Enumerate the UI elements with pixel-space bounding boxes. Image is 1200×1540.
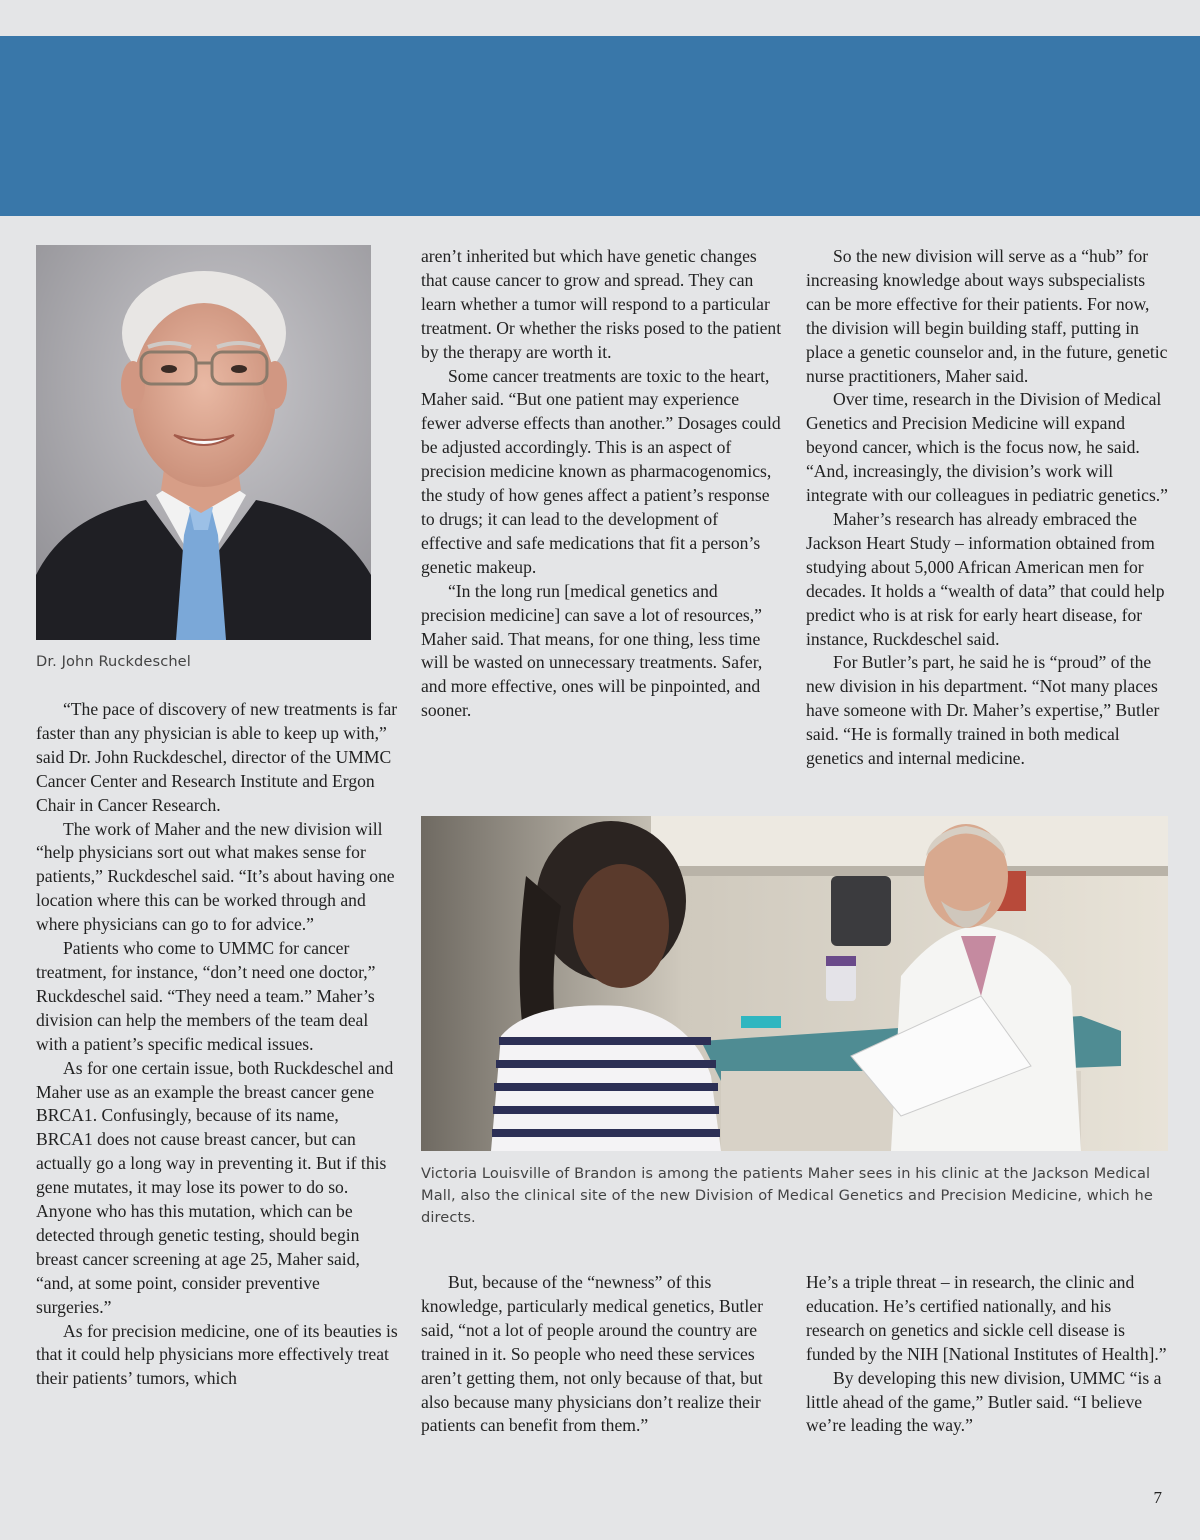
page-number: 7 xyxy=(1153,1488,1162,1507)
article-column-2-bottom xyxy=(421,1271,783,1438)
clinic-photo-caption: Victoria Louisville of Brandon is among the patients Maher sees in his clinic at the Jackson Medical Mall, also the clinical site of the new Division of Medical Genetics and Precision Medicine, which he directs. xyxy=(421,1165,1153,1226)
paragraph: Over time, research in the Division of Medical Genetics and Precision Medicine will expand beyond cancer, which is the focus now, he said. “And, increasingly, the division’s work will integrate with our colleagues in pediatric genetics.” xyxy=(806,389,1168,506)
article-column-1 xyxy=(36,698,398,1391)
paragraph: By developing this new division, UMMC “is a little ahead of the game,” Butler said. “I believe we’re leading the way.” xyxy=(806,1367,1162,1436)
article-column-3-top xyxy=(806,245,1168,771)
paragraph: Some cancer treatments are toxic to the heart, Maher said. “But one patient may experience fewer adverse effects than another.” Dosages could be adjusted accordingly. This is an aspect of precision medicine known as pharmacogenomics, the study of how genes affect a patient’s response to drugs; it can lead to the development of effective and safe medications that fit a person’s genetic makeup. xyxy=(421,365,781,577)
paragraph: Patients who come to UMMC for cancer treatment, for instance, “don’t need one doctor,” Ruckdeschel said. “They need a team.” Maher’s division can help the members of the team deal with a patient’s specific medical issues. xyxy=(36,938,376,1054)
paragraph: So the new division will serve as a “hub” for increasing knowledge about ways subspecialists can be more effective for their patients. For now, the division will begin building staff, putting in place a genetic counselor and, in the future, genetic nurse practitioners, Maher said. xyxy=(806,246,1168,386)
clinic-photo xyxy=(421,816,1168,1151)
paragraph: But, because of the “newness” of this knowledge, particularly medical genetics, Butler said, “not a lot of people around the country are trained in it. So people who need these services aren’t getting them, not only because of that, but also because many physicians don’t realize their patients can benefit from them.” xyxy=(421,1272,763,1436)
paragraph: As for one certain issue, both Ruckdeschel and Maher use as an example the breast cancer gene BRCA1. Confusingly, because of its name, BRCA1 does not cause breast cancer, but can actually go a long way in preventing it. But if this gene mutates, it may lose its power to do so. Anyone who has this mutation, which can be detected through genetic testing, should begin breast cancer screening at age 25, Maher said, “and, at some point, consider preventive surgeries.” xyxy=(36,1057,394,1317)
paragraph: For Butler’s part, he said he is “proud” of the new division in his department. “Not many places have someone with Dr. Maher’s expertise,” Butler said. “He is formally trained in both medical genetics and internal medicine. xyxy=(806,652,1160,769)
header-banner xyxy=(0,36,1200,216)
paragraph: As for precision medicine, one of its beauties is that it could help physicians more effectively treat their patients’ tumors, which xyxy=(36,1320,398,1389)
article-column-3-bottom xyxy=(806,1271,1168,1438)
paragraph: He’s a triple threat – in research, the clinic and education. He’s certified nationally, and his research on genetics and sickle cell disease is funded by the NIH [National Institutes of Health].” xyxy=(806,1272,1167,1364)
paragraph: “In the long run [medical genetics and precision medicine] can save a lot of resources,” Maher said. That means, for one thing, less time will be wasted on unnecessary treatments. Safer, and more effective, ones will be pinpointed, and sooner. xyxy=(421,580,763,721)
article-column-2-top xyxy=(421,245,783,723)
portrait-photo xyxy=(36,245,371,640)
paragraph: Maher’s research has already embraced the Jackson Heart Study – information obtained from studying about 5,000 African American men for decades. It holds a “wealth of data” that could help predict who is at risk for early heart disease, for instance, Ruckdeschel said. xyxy=(806,508,1165,649)
paragraph: aren’t inherited but which have genetic changes that cause cancer to grow and spread. They can learn whether a tumor will respond to a particular treatment. Or whether the risks posed to the patient by the therapy are worth it. xyxy=(421,246,782,362)
paragraph: The work of Maher and the new division will “help physicians sort out what makes sense for patients,” Ruckdeschel said. “It’s about having one location where this can be worked through and where physicians can go to for advice.” xyxy=(36,818,395,935)
paragraph: “The pace of discovery of new treatments is far faster than any physician is able to keep up with,” said Dr. John Ruckdeschel, director of the UMMC Cancer Center and Research Institute and Ergon Chair in Cancer Research. xyxy=(36,699,398,815)
portrait-caption: Dr. John Ruckdeschel xyxy=(36,653,191,670)
